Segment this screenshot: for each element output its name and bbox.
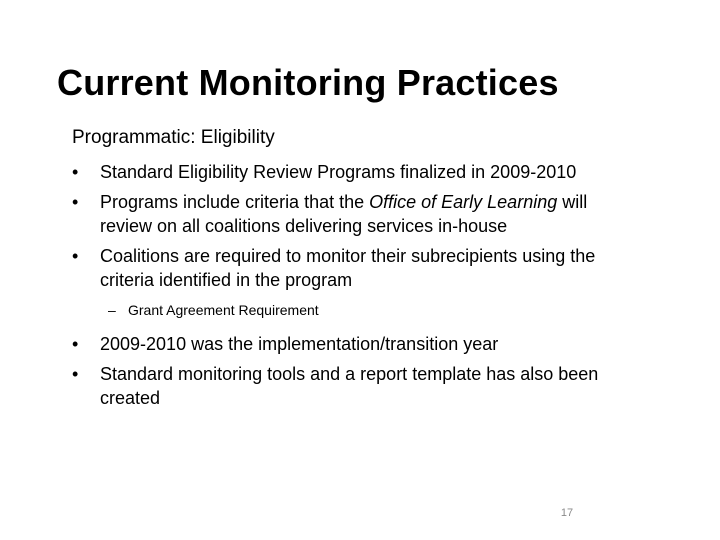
section-subtitle: Programmatic: Eligibility [72,127,275,148]
bullet-text-post: will review on all coalitions delivering services in-house [100,192,588,236]
bullet-text: Standard monitoring tools and a report template has also been created [100,364,599,408]
sub-bullet-text: Grant Agreement Requirement [128,302,319,318]
bullet-text: Standard Eligibility Review Programs finalized in 2009-2010 [100,162,577,182]
bullet-item [72,244,600,292]
dash-icon: – [108,302,116,318]
bullet-icon: • [72,364,79,384]
bullet-icon: • [72,246,79,266]
bullet-icon: • [72,192,79,212]
slide-title: Current Monitoring Practices [57,62,559,103]
bullet-text-italic: Office of Early Learning [369,192,558,212]
bullet-item [72,190,600,238]
bullet-icon: • [72,162,79,182]
bullet-text: 2009-2010 was the implementation/transition year [100,334,499,354]
bullet-item [72,332,600,356]
page-number: 17 [560,507,574,519]
bullet-list [72,160,632,410]
bullet-icon: • [72,334,79,354]
bullet-text-pre: Programs include criteria that the [100,192,370,212]
bullet-item [72,362,600,410]
bullet-item [72,160,600,184]
bullet-text: Coalitions are required to monitor their subrecipients using the criteria identified in the program [100,246,596,290]
slide-content [72,126,632,416]
sub-bullet-item [72,300,632,320]
